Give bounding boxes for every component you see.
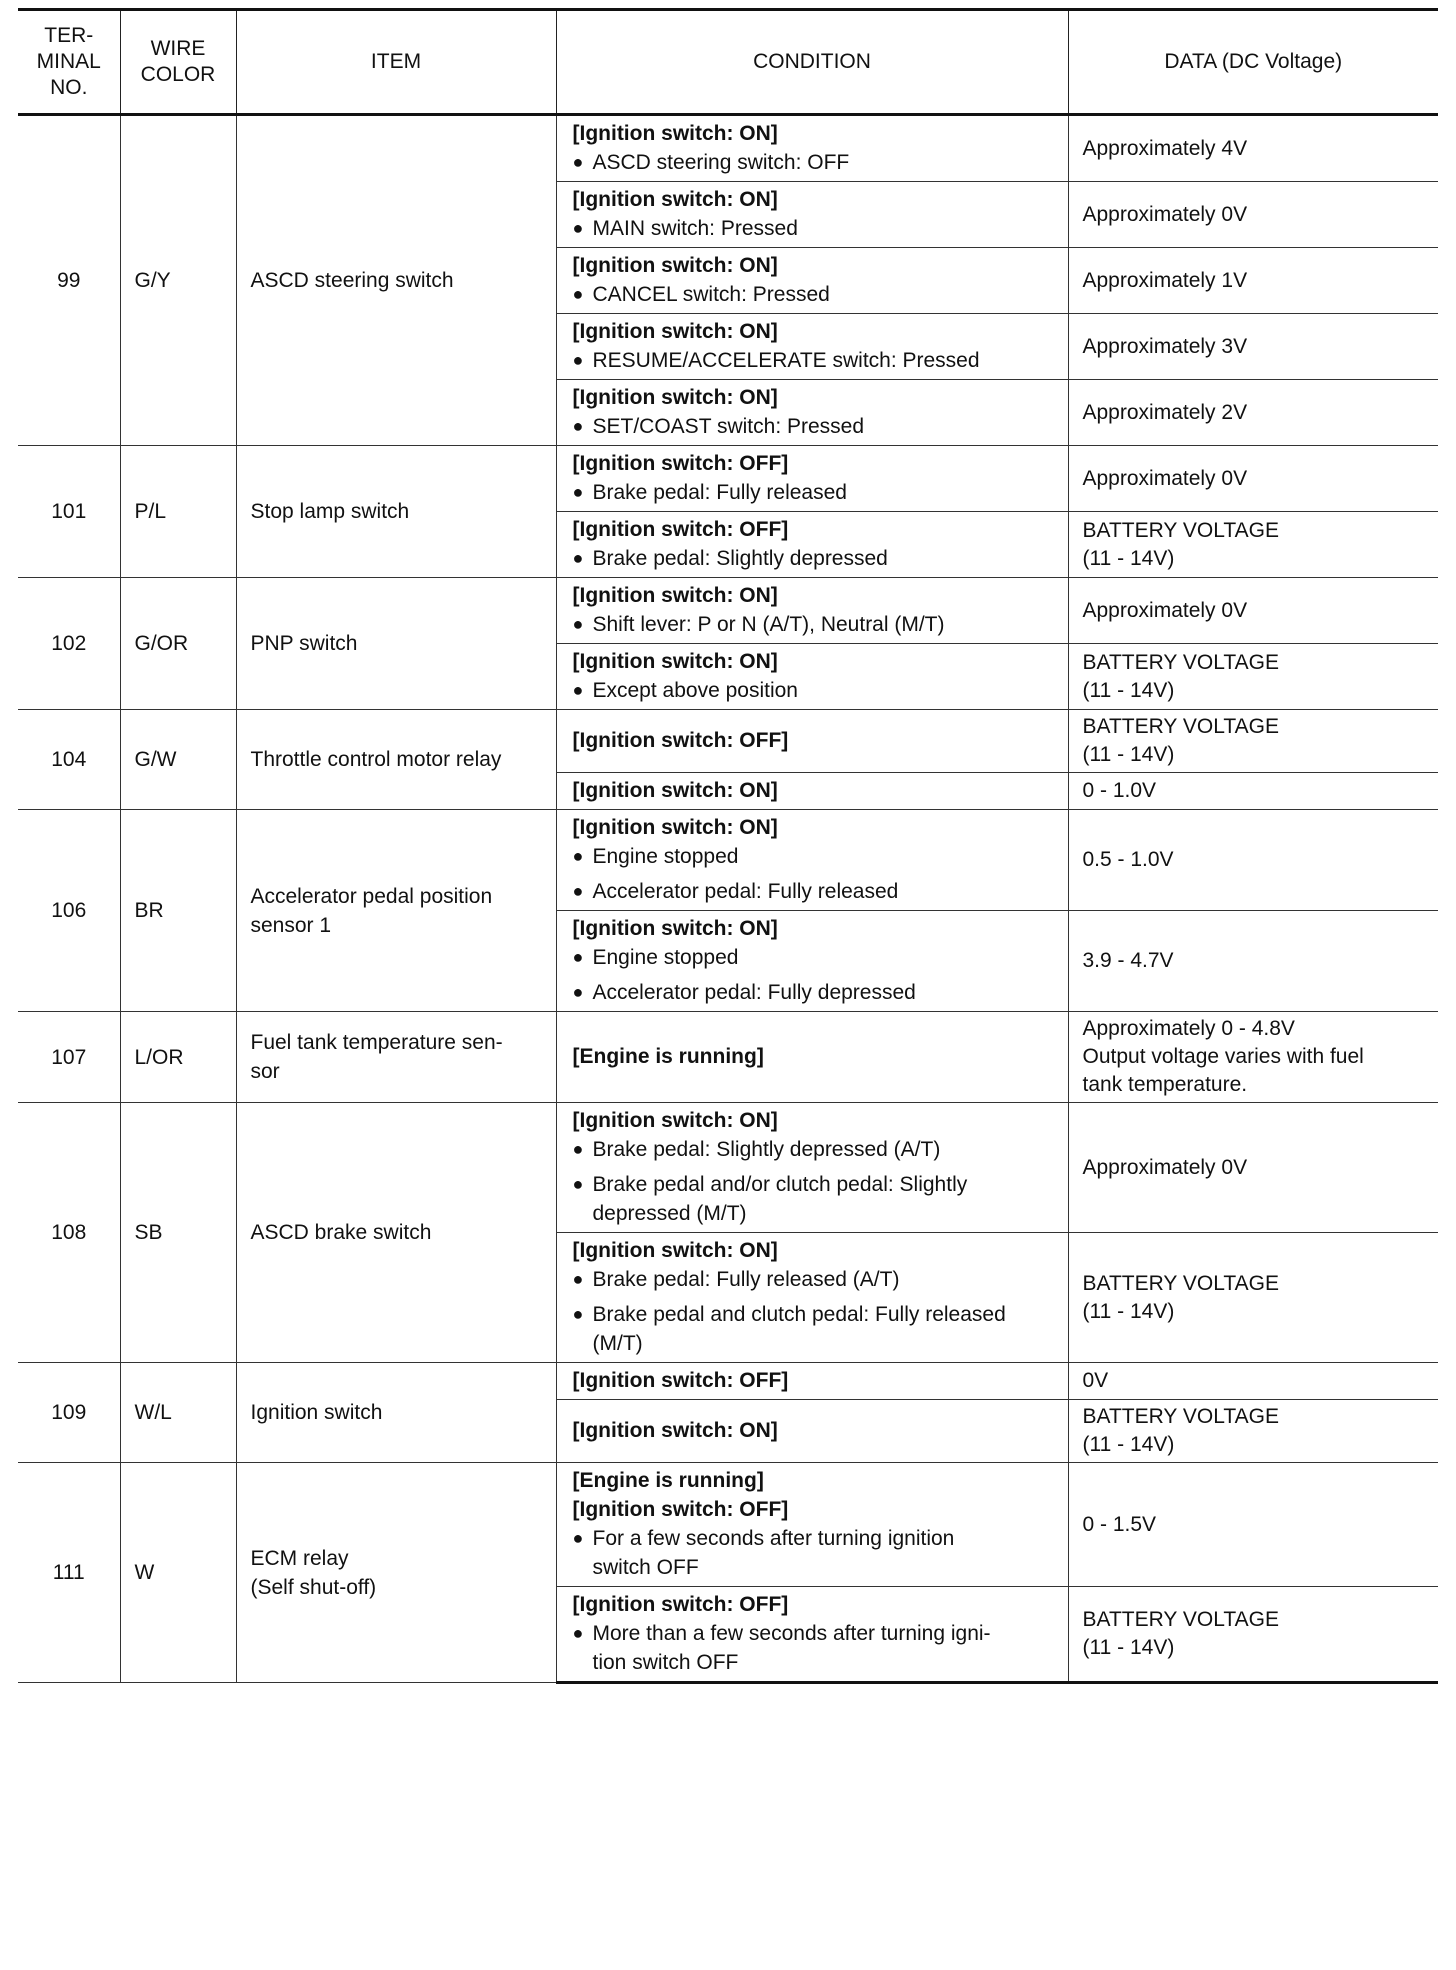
condition-heading: [Ignition switch: ON] xyxy=(572,320,778,343)
condition-bullet xyxy=(573,676,1054,705)
voltage-text: Approximately 3V xyxy=(1082,334,1248,358)
condition-cell xyxy=(556,1233,1068,1363)
item-label: Fuel tank temperature sen- sor xyxy=(250,1031,503,1083)
terminal-number: 106 xyxy=(18,810,120,1012)
bullet-text: Brake pedal: Fully released (A/T) xyxy=(592,1268,900,1291)
voltage-text: 0V xyxy=(1082,1369,1109,1392)
condition-cell xyxy=(556,446,1068,512)
terminal-data-sheet xyxy=(18,8,1438,1684)
bullet-text: Engine stopped xyxy=(592,946,739,969)
header-wire-color: WIRE COLOR xyxy=(120,10,236,115)
condition-bullet xyxy=(573,1619,1054,1677)
terminal-number: 104 xyxy=(18,710,120,810)
bullet-dot-icon: ● xyxy=(572,614,584,634)
voltage-text: BATTERY VOLTAGE (11 - 14V) xyxy=(1082,518,1279,570)
condition-cell xyxy=(556,1103,1068,1233)
wire-color: BR xyxy=(120,810,236,1012)
bullet-text: Shift lever: P or N (A/T), Neutral (M/T) xyxy=(592,613,945,636)
header-row xyxy=(18,10,1438,115)
bullet-dot-icon: ● xyxy=(572,152,584,172)
dc-voltage-value xyxy=(1068,512,1438,578)
condition-bullet xyxy=(573,1135,1054,1164)
dc-voltage-value xyxy=(1068,911,1438,1012)
condition-heading: [Ignition switch: ON] xyxy=(572,254,778,277)
dc-voltage-value xyxy=(1068,810,1438,911)
bullet-text: Engine stopped xyxy=(592,845,739,868)
condition-cell xyxy=(556,710,1068,773)
dc-voltage-value xyxy=(1068,773,1438,810)
condition-heading: [Ignition switch: ON] xyxy=(572,188,778,211)
dc-voltage-value xyxy=(1068,578,1438,644)
voltage-text: Approximately 0V xyxy=(1082,1155,1248,1179)
bullet-dot-icon: ● xyxy=(572,548,584,568)
table-row xyxy=(18,1463,1438,1587)
voltage-text: Approximately 4V xyxy=(1082,136,1248,160)
dc-voltage-value xyxy=(1068,1233,1438,1363)
condition-bullet xyxy=(573,1524,1054,1582)
bullet-text: Accelerator pedal: Fully released xyxy=(592,880,899,903)
bullet-text: Brake pedal: Fully released xyxy=(592,481,847,504)
bullet-dot-icon: ● xyxy=(572,1269,584,1289)
item-label: ASCD steering switch xyxy=(250,269,454,292)
condition-bullet xyxy=(573,280,1054,309)
terminal-number: 107 xyxy=(18,1012,120,1103)
bullet-dot-icon: ● xyxy=(572,846,584,866)
dc-voltage-value xyxy=(1068,1587,1438,1683)
condition-heading: [Ignition switch: ON] xyxy=(572,650,778,673)
table-row xyxy=(18,1012,1438,1103)
condition-heading: [Ignition switch: ON] xyxy=(572,122,778,145)
dc-voltage-value xyxy=(1068,446,1438,512)
bullet-dot-icon: ● xyxy=(572,1174,584,1194)
condition-cell xyxy=(556,512,1068,578)
wire-color: W xyxy=(120,1463,236,1683)
bullet-text: SET/COAST switch: Pressed xyxy=(592,415,865,438)
bullet-text: CANCEL switch: Pressed xyxy=(592,283,830,306)
item-name xyxy=(236,1463,556,1683)
dc-voltage-value xyxy=(1068,1400,1438,1463)
table-row xyxy=(18,578,1438,644)
condition-heading: [Ignition switch: ON] xyxy=(572,917,778,940)
bullet-text: Except above position xyxy=(592,679,798,702)
condition-cell xyxy=(556,1587,1068,1683)
condition-heading: [Ignition switch: ON] xyxy=(572,1239,778,1262)
bullet-dot-icon: ● xyxy=(572,982,584,1002)
table-body xyxy=(18,115,1438,1683)
bullet-text: Accelerator pedal: Fully depressed xyxy=(592,981,916,1004)
condition-heading: [Ignition switch: ON] xyxy=(572,816,778,839)
voltage-text: BATTERY VOLTAGE (11 - 14V) xyxy=(1082,650,1279,702)
item-name xyxy=(236,1103,556,1363)
condition-heading: [Ignition switch: ON] xyxy=(572,386,778,409)
dc-voltage-value xyxy=(1068,1363,1438,1400)
terminal-number: 101 xyxy=(18,446,120,578)
wire-color: G/W xyxy=(120,710,236,810)
header-item: ITEM xyxy=(236,10,556,115)
condition-heading: [Ignition switch: ON] xyxy=(572,1419,778,1442)
header-terminal-no: TER- MINAL NO. xyxy=(18,10,120,115)
bullet-dot-icon: ● xyxy=(572,881,584,901)
condition-cell xyxy=(556,1363,1068,1400)
voltage-text: 0 - 1.0V xyxy=(1082,779,1157,802)
condition-cell xyxy=(556,1012,1068,1103)
bullet-dot-icon: ● xyxy=(572,680,584,700)
item-label: Accelerator pedal position sensor 1 xyxy=(250,884,493,937)
bullet-dot-icon: ● xyxy=(572,416,584,436)
condition-heading: [Ignition switch: OFF] xyxy=(572,452,789,475)
voltage-text: Approximately 0V xyxy=(1082,202,1248,226)
table-row xyxy=(18,1363,1438,1400)
condition-cell xyxy=(556,773,1068,810)
condition-heading: [Ignition switch: ON] xyxy=(572,779,778,802)
header-data-dc-voltage: DATA (DC Voltage) xyxy=(1068,10,1438,115)
condition-bullet xyxy=(573,478,1054,507)
condition-cell xyxy=(556,911,1068,1012)
condition-bullet xyxy=(573,148,1054,177)
condition-heading: [Ignition switch: OFF] xyxy=(572,1593,789,1616)
terminal-number: 99 xyxy=(18,115,120,446)
condition-bullet xyxy=(573,978,1054,1007)
voltage-text: 0.5 - 1.0V xyxy=(1082,848,1174,871)
dc-voltage-value xyxy=(1068,1463,1438,1587)
bullet-text: More than a few seconds after turning igni- tion switch OFF xyxy=(592,1622,991,1674)
condition-bullet xyxy=(573,214,1054,243)
bullet-dot-icon: ● xyxy=(572,947,584,967)
item-label: PNP switch xyxy=(250,632,358,655)
condition-heading: [Engine is running] [Ignition switch: OFF] xyxy=(572,1469,789,1521)
voltage-text: BATTERY VOLTAGE (11 - 14V) xyxy=(1082,715,1279,766)
voltage-text: BATTERY VOLTAGE (11 - 14V) xyxy=(1082,1271,1279,1323)
voltage-text: BATTERY VOLTAGE (11 - 14V) xyxy=(1082,1608,1279,1659)
bullet-dot-icon: ● xyxy=(572,350,584,370)
bullet-text: MAIN switch: Pressed xyxy=(592,217,798,240)
condition-cell xyxy=(556,1400,1068,1463)
table-row xyxy=(18,446,1438,512)
wire-color: P/L xyxy=(120,446,236,578)
bullet-text: ASCD steering switch: OFF xyxy=(592,151,850,174)
dc-voltage-value xyxy=(1068,314,1438,380)
bullet-text: Brake pedal: Slightly depressed xyxy=(592,547,888,570)
terminal-number: 109 xyxy=(18,1363,120,1463)
bullet-text: RESUME/ACCELERATE switch: Pressed xyxy=(592,349,980,372)
voltage-text: Approximately 0 - 4.8V Output voltage varies with fuel tank temperature. xyxy=(1082,1017,1364,1096)
item-label: ECM relay (Self shut-off) xyxy=(250,1546,377,1599)
dc-voltage-value xyxy=(1068,248,1438,314)
item-name xyxy=(236,1363,556,1463)
condition-heading: [Ignition switch: OFF] xyxy=(572,518,789,541)
condition-heading: [Engine is running] xyxy=(572,1045,764,1068)
voltage-text: Approximately 0V xyxy=(1082,466,1248,490)
dc-voltage-value xyxy=(1068,644,1438,710)
condition-cell xyxy=(556,578,1068,644)
voltage-text: Approximately 0V xyxy=(1082,598,1248,622)
condition-bullet xyxy=(573,346,1054,375)
dc-voltage-value xyxy=(1068,380,1438,446)
condition-cell xyxy=(556,115,1068,182)
table-row xyxy=(18,710,1438,773)
item-label: ASCD brake switch xyxy=(250,1221,432,1244)
voltage-text: 0 - 1.5V xyxy=(1082,1512,1157,1536)
voltage-text: Approximately 2V xyxy=(1082,400,1248,424)
bullet-dot-icon: ● xyxy=(572,284,584,304)
item-name xyxy=(236,710,556,810)
voltage-text: BATTERY VOLTAGE (11 - 14V) xyxy=(1082,1405,1279,1456)
wire-color: W/L xyxy=(120,1363,236,1463)
bullet-text: For a few seconds after turning ignition switch OFF xyxy=(592,1527,955,1579)
bullet-text: Brake pedal and/or clutch pedal: Slightly depressed (M/T) xyxy=(592,1173,968,1225)
item-name xyxy=(236,578,556,710)
condition-heading: [Ignition switch: OFF] xyxy=(572,729,789,752)
item-label: Throttle control motor relay xyxy=(250,748,502,771)
ecm-terminal-table xyxy=(18,8,1438,1684)
terminal-number: 102 xyxy=(18,578,120,710)
dc-voltage-value xyxy=(1068,1012,1438,1103)
voltage-text: 3.9 - 4.7V xyxy=(1082,949,1174,972)
bullet-dot-icon: ● xyxy=(572,482,584,502)
bullet-text: Brake pedal and clutch pedal: Fully released (M/T) xyxy=(592,1303,1006,1355)
condition-bullet xyxy=(573,943,1054,972)
item-name xyxy=(236,115,556,446)
item-name xyxy=(236,446,556,578)
bullet-dot-icon: ● xyxy=(572,1623,584,1643)
terminal-number: 111 xyxy=(18,1463,120,1683)
dc-voltage-value xyxy=(1068,710,1438,773)
header-condition: CONDITION xyxy=(556,10,1068,115)
dc-voltage-value xyxy=(1068,182,1438,248)
bullet-text: Brake pedal: Slightly depressed (A/T) xyxy=(592,1138,941,1161)
condition-bullet xyxy=(573,412,1054,441)
condition-bullet xyxy=(573,1265,1054,1294)
condition-heading: [Ignition switch: ON] xyxy=(572,584,778,607)
wire-color: G/OR xyxy=(120,578,236,710)
wire-color: SB xyxy=(120,1103,236,1363)
bullet-dot-icon: ● xyxy=(572,1528,584,1548)
voltage-text: Approximately 1V xyxy=(1082,268,1248,292)
bullet-dot-icon: ● xyxy=(572,218,584,238)
terminal-number: 108 xyxy=(18,1103,120,1363)
condition-bullet xyxy=(573,842,1054,871)
condition-bullet xyxy=(573,1170,1054,1228)
table-row xyxy=(18,810,1438,911)
condition-cell xyxy=(556,248,1068,314)
table-row xyxy=(18,1103,1438,1233)
table-row xyxy=(18,115,1438,182)
wire-color: L/OR xyxy=(120,1012,236,1103)
bullet-dot-icon: ● xyxy=(572,1304,584,1324)
condition-cell xyxy=(556,1463,1068,1587)
condition-heading: [Ignition switch: OFF] xyxy=(572,1369,789,1392)
condition-bullet xyxy=(573,610,1054,639)
condition-bullet xyxy=(573,544,1054,573)
condition-cell xyxy=(556,314,1068,380)
condition-cell xyxy=(556,644,1068,710)
condition-bullet xyxy=(573,877,1054,906)
condition-bullet xyxy=(573,1300,1054,1358)
bullet-dot-icon: ● xyxy=(572,1139,584,1159)
item-label: Ignition switch xyxy=(250,1401,383,1424)
condition-heading: [Ignition switch: ON] xyxy=(572,1109,778,1132)
item-name xyxy=(236,1012,556,1103)
condition-cell xyxy=(556,810,1068,911)
dc-voltage-value xyxy=(1068,1103,1438,1233)
table-header xyxy=(18,10,1438,115)
item-label: Stop lamp switch xyxy=(250,500,410,523)
condition-cell xyxy=(556,182,1068,248)
condition-cell xyxy=(556,380,1068,446)
item-name xyxy=(236,810,556,1012)
wire-color: G/Y xyxy=(120,115,236,446)
dc-voltage-value xyxy=(1068,115,1438,182)
